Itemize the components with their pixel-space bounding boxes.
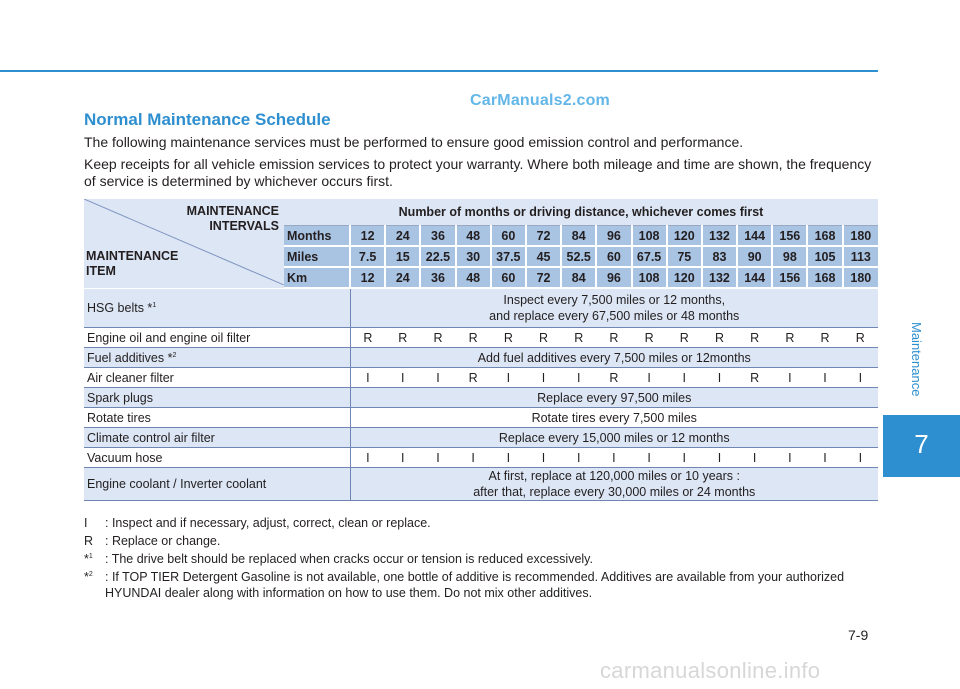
schedule-cell: I bbox=[526, 368, 561, 388]
interval-value: 180 bbox=[843, 226, 878, 247]
interval-value: 96 bbox=[596, 267, 631, 288]
interval-value: 168 bbox=[807, 267, 842, 288]
schedule-cell: I bbox=[772, 368, 807, 388]
side-chapter-label: Maintenance bbox=[909, 322, 924, 397]
schedule-cell: I bbox=[807, 448, 842, 468]
interval-value: 105 bbox=[807, 246, 842, 267]
interval-value: 60 bbox=[491, 267, 526, 288]
interval-value: 168 bbox=[807, 226, 842, 247]
schedule-cell: R bbox=[702, 328, 737, 348]
schedule-cell: I bbox=[561, 448, 596, 468]
maintenance-item-label: Engine coolant / Inverter coolant bbox=[84, 468, 350, 501]
schedule-cell: R bbox=[632, 328, 667, 348]
schedule-cell: I bbox=[350, 368, 385, 388]
interval-value: 67.5 bbox=[632, 246, 667, 267]
interval-unit-label: Miles bbox=[284, 246, 350, 267]
maintenance-schedule-table bbox=[84, 199, 878, 501]
interval-value: 72 bbox=[526, 226, 561, 247]
footnote-marker: 2 bbox=[88, 570, 93, 578]
top-rule bbox=[0, 70, 878, 72]
intro-paragraph-1: The following maintenance services must be performed to ensure good emission control and performance. bbox=[84, 134, 744, 150]
interval-value: 24 bbox=[385, 267, 420, 288]
schedule-cell: R bbox=[667, 328, 702, 348]
interval-value: 90 bbox=[737, 246, 772, 267]
interval-value: 37.5 bbox=[491, 246, 526, 267]
maintenance-item-label: HSG belts *$^1$ bbox=[84, 288, 350, 328]
schedule-cell: I bbox=[596, 448, 631, 468]
maintenance-item-label: Spark plugs bbox=[84, 388, 350, 408]
schedule-cell: R bbox=[843, 328, 878, 348]
schedule-cell: R bbox=[596, 368, 631, 388]
interval-value: 52.5 bbox=[561, 246, 596, 267]
interval-value: 22.5 bbox=[420, 246, 455, 267]
interval-value: 180 bbox=[843, 267, 878, 288]
schedule-cell: I bbox=[561, 368, 596, 388]
schedule-cell: I bbox=[491, 368, 526, 388]
maintenance-item-label: Engine oil and engine oil filter bbox=[84, 328, 350, 348]
table-row bbox=[84, 448, 878, 468]
legend-text: : Inspect and if necessary, adjust, correct, clean or replace. bbox=[105, 516, 431, 530]
legend-note bbox=[84, 533, 884, 549]
interval-value: 24 bbox=[385, 226, 420, 247]
maintenance-item-label: Fuel additives *$^2$ bbox=[84, 348, 350, 368]
schedule-cell: R bbox=[420, 328, 455, 348]
schedule-cell: R bbox=[456, 368, 491, 388]
interval-value: 108 bbox=[632, 267, 667, 288]
watermark-bottom[interactable]: carmanualsonline.info bbox=[600, 658, 821, 683]
schedule-cell: R bbox=[737, 328, 772, 348]
watermark-top[interactable]: CarManuals2.com bbox=[470, 92, 610, 109]
interval-value: 60 bbox=[596, 246, 631, 267]
table-row bbox=[84, 468, 878, 501]
legend-text: : Replace or change. bbox=[105, 534, 221, 548]
interval-unit-label: Km bbox=[284, 267, 350, 288]
schedule-cell: I bbox=[632, 448, 667, 468]
table-row bbox=[84, 408, 878, 428]
corner-intervals-label: MAINTENANCE INTERVALS bbox=[186, 204, 279, 233]
legend-key: R bbox=[84, 534, 94, 548]
schedule-cell: R bbox=[385, 328, 420, 348]
schedule-cell: R bbox=[561, 328, 596, 348]
interval-value: 12 bbox=[350, 267, 385, 288]
footnote-marker: 1 bbox=[152, 301, 157, 309]
page-number: 7-9 bbox=[848, 627, 869, 643]
interval-value: 144 bbox=[737, 226, 772, 247]
interval-value: 156 bbox=[772, 267, 807, 288]
interval-value: 83 bbox=[702, 246, 737, 267]
interval-value: 108 bbox=[632, 226, 667, 247]
maintenance-instruction: Inspect every 7,500 miles or 12 months, and replace every 67,500 miles or 48 months bbox=[350, 288, 878, 328]
schedule-cell: I bbox=[632, 368, 667, 388]
chapter-tab bbox=[883, 415, 960, 477]
schedule-cell: R bbox=[526, 328, 561, 348]
interval-value: 98 bbox=[772, 246, 807, 267]
interval-unit-label: Months bbox=[284, 226, 350, 247]
schedule-cell: I bbox=[667, 368, 702, 388]
footnote-marker: 1 bbox=[88, 552, 93, 560]
legend-notes bbox=[84, 515, 884, 603]
legend-text: : If TOP TIER Detergent Gasoline is not available, one bottle of additive is recommended. Additives are available from your authorized HYUNDAI dealer along with information on how to use them. Do not mix other additives. bbox=[105, 570, 845, 600]
table-header-row bbox=[84, 199, 878, 226]
interval-value: 30 bbox=[456, 246, 491, 267]
interval-value: 132 bbox=[702, 226, 737, 247]
schedule-cell: I bbox=[420, 448, 455, 468]
maintenance-instruction: At first, replace at 120,000 miles or 10 years : after that, replace every 30,000 miles or 24 months bbox=[350, 468, 878, 501]
corner-item-label: MAINTENANCE ITEM bbox=[86, 249, 179, 278]
schedule-cell: I bbox=[667, 448, 702, 468]
legend-key: *$^2$ bbox=[84, 570, 93, 584]
schedule-cell: R bbox=[807, 328, 842, 348]
interval-value: 144 bbox=[737, 267, 772, 288]
intro-paragraph-2: Keep receipts for all vehicle emission services to protect your warranty. Where both mileage and time are shown, the frequency of service is determined by whichever occurs first. bbox=[84, 156, 872, 189]
table-row bbox=[84, 288, 878, 328]
interval-value: 120 bbox=[667, 226, 702, 247]
interval-value: 84 bbox=[561, 226, 596, 247]
table-row bbox=[84, 388, 878, 408]
table-row bbox=[84, 348, 878, 368]
schedule-cell: R bbox=[772, 328, 807, 348]
interval-value: 96 bbox=[596, 226, 631, 247]
schedule-cell: I bbox=[843, 368, 878, 388]
schedule-cell: I bbox=[491, 448, 526, 468]
interval-value: 45 bbox=[526, 246, 561, 267]
table-corner-cell bbox=[84, 199, 284, 288]
interval-header: Number of months or driving distance, whichever comes first bbox=[284, 199, 878, 226]
interval-value: 48 bbox=[456, 267, 491, 288]
interval-value: 36 bbox=[420, 267, 455, 288]
schedule-cell: I bbox=[385, 448, 420, 468]
interval-value: 156 bbox=[772, 226, 807, 247]
table-row bbox=[84, 368, 878, 388]
interval-value: 75 bbox=[667, 246, 702, 267]
interval-value: 84 bbox=[561, 267, 596, 288]
schedule-cell: I bbox=[737, 448, 772, 468]
maintenance-item-label: Vacuum hose bbox=[84, 448, 350, 468]
table-row bbox=[84, 328, 878, 348]
interval-value: 7.5 bbox=[350, 246, 385, 267]
maintenance-instruction: Replace every 97,500 miles bbox=[350, 388, 878, 408]
schedule-cell: I bbox=[702, 368, 737, 388]
schedule-cell: R bbox=[596, 328, 631, 348]
interval-value: 48 bbox=[456, 226, 491, 247]
legend-note bbox=[84, 569, 884, 601]
schedule-cell: I bbox=[772, 448, 807, 468]
section-title: Normal Maintenance Schedule bbox=[84, 110, 331, 129]
schedule-cell: I bbox=[456, 448, 491, 468]
legend-key: I bbox=[84, 516, 88, 530]
legend-note bbox=[84, 515, 884, 531]
schedule-cell: I bbox=[526, 448, 561, 468]
maintenance-instruction: Replace every 15,000 miles or 12 months bbox=[350, 428, 878, 448]
interval-value: 36 bbox=[420, 226, 455, 247]
interval-value: 12 bbox=[350, 226, 385, 247]
legend-key: *$^1$ bbox=[84, 552, 93, 566]
footnote-marker: 2 bbox=[172, 351, 177, 359]
schedule-cell: I bbox=[843, 448, 878, 468]
interval-value: 132 bbox=[702, 267, 737, 288]
schedule-cell: I bbox=[350, 448, 385, 468]
schedule-cell: I bbox=[385, 368, 420, 388]
interval-value: 60 bbox=[491, 226, 526, 247]
legend-note bbox=[84, 551, 884, 567]
legend-text: : The drive belt should be replaced when cracks occur or tension is reduced excessively. bbox=[105, 552, 593, 566]
maintenance-item-label: Climate control air filter bbox=[84, 428, 350, 448]
schedule-cell: I bbox=[807, 368, 842, 388]
table-row bbox=[84, 428, 878, 448]
maintenance-item-label: Rotate tires bbox=[84, 408, 350, 428]
schedule-cell: R bbox=[350, 328, 385, 348]
schedule-cell: R bbox=[737, 368, 772, 388]
schedule-cell: I bbox=[420, 368, 455, 388]
interval-value: 113 bbox=[843, 246, 878, 267]
maintenance-instruction: Rotate tires every 7,500 miles bbox=[350, 408, 878, 428]
maintenance-item-label: Air cleaner filter bbox=[84, 368, 350, 388]
maintenance-instruction: Add fuel additives every 7,500 miles or 12months bbox=[350, 348, 878, 368]
schedule-cell: R bbox=[491, 328, 526, 348]
interval-value: 72 bbox=[526, 267, 561, 288]
interval-value: 120 bbox=[667, 267, 702, 288]
schedule-cell: I bbox=[702, 448, 737, 468]
interval-value: 15 bbox=[385, 246, 420, 267]
chapter-number: 7 bbox=[914, 429, 929, 459]
schedule-cell: R bbox=[456, 328, 491, 348]
